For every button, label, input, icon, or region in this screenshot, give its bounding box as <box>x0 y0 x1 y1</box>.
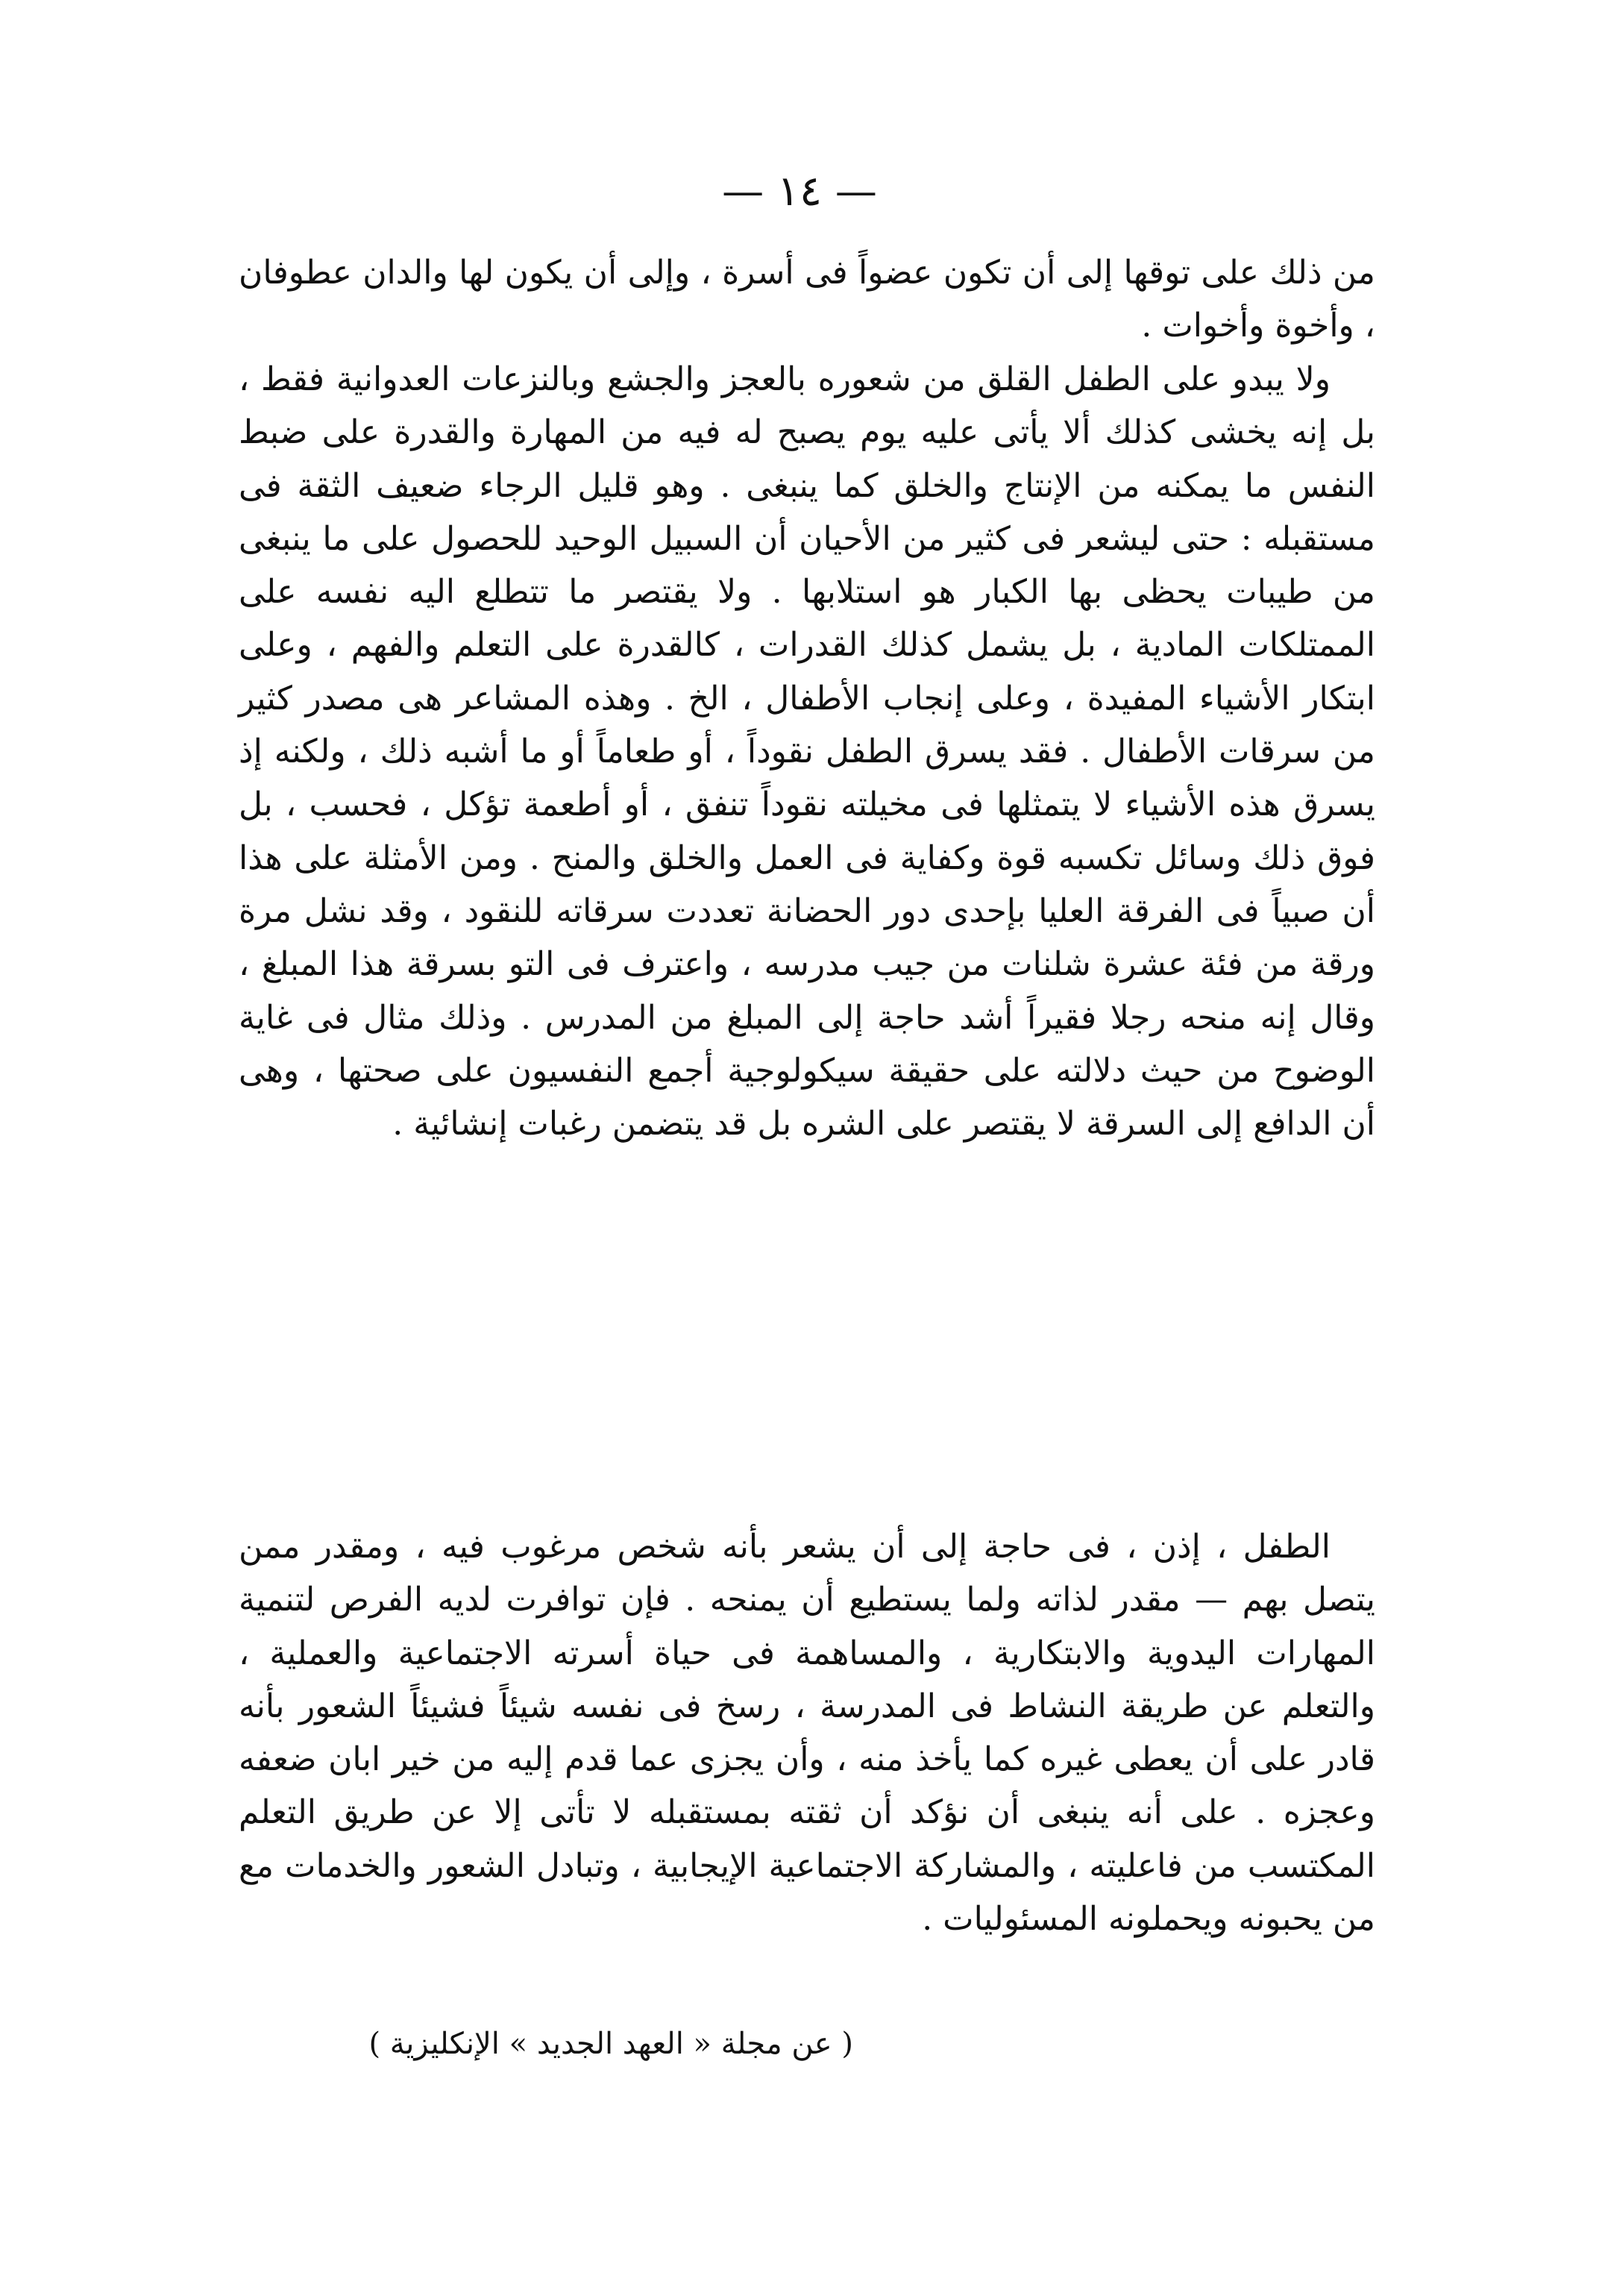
page-number: — ١٤ — <box>722 167 877 216</box>
paragraph-anxious-child: ولا يبدو على الطفل القلق من شعوره بالعجز والجشع وبالنزعات العدوانية فقط ، بل إنه يخشى كذلك ألا يأتى عليه يوم يصبح له فيه من المهارة والقدرة على ضبط النفس ما يمكنه من الإنتاج والخلق كما ينبغى . وهو قليل الرجاء ضعيف الثقة فى مستقبله : حتى ليشعر فى كثير من الأحيان أن السبيل الوحيد للحصول على ما ينبغى من طيبات يحظى بها الكبار هو استلابها . ولا يقتصر ما تتطلع اليه نفسه على الممتلكات المادية ، بل يشمل كذلك القدرات ، كالقدرة على التعلم والفهم ، وعلى ابتكار الأشياء المفيدة ، وعلى إنجاب الأطفال ، الخ . وهذه المشاعر هى مصدر كثير من سرقات الأطفال . فقد يسرق الطفل نقوداً ، أو طعاماً أو ما أشبه ذلك ، ولكنه إذ يسرق هذه الأشياء لا يتمثلها فى مخيلته نقوداً تنفق ، أو أطعمة تؤكل ، فحسب ، بل فوق ذلك وسائل تكسبه قوة وكفاية فى العمل والخلق والمنح . ومن الأمثلة على هذا أن صبياً فى الفرقة العليا بإحدى دور الحضانة تعددت سرقاته للنقود ، وقد نشل مرة ورقة من فئة عشرة شلنات من جيب مدرسه ، واعترف فى التو بسرقة هذا المبلغ ، وقال إنه منحه رجلا فقيراً أشد حاجة إلى المبلغ من المدرس . وذلك مثال فى غاية الوضوح من حيث دلالته على حقيقة سيكولوجية أجمع النفسيون على صحتها ، وهى أن الدافع إلى السرقة لا يقتصر على الشره بل قد يتضمن رغبات إنشائية . <box>239 360 1376 1144</box>
paragraph-continuation: من ذلك على توقها إلى أن تكون عضواً فى أسرة ، وإلى أن يكون لها والدان عطوفان ، وأخوة وأخوات . <box>239 254 1375 345</box>
paragraph-conclusion: الطفل ، إذن ، فى حاجة إلى أن يشعر بأنه شخص مرغوب فيه ، ومقدر ممن يتصل بهم — مقدر لذاته ولما يستطيع أن يمنحه . فإن توافرت لديه الفرص لتنمية المهارات اليدوية والابتكارية ، والمساهمة فى حياة أسرته الاجتماعية والعملية ، والتعلم عن طريقة النشاط فى المدرسة ، رسخ فى نفسه شيئاً فشيئاً الشعور بأنه قادر على أن يعطى غيره كما يأخذ منه ، وأن يجزى عما قدم إليه من خير ابان ضعفه وعجزه . على أنه ينبغى أن نؤكد أن ثقته بمستقبله لا تأتى إلا عن طريق التعلم المكتسب من فاعليته ، والمشاركة الاجتماعية الإيجابية ، وتبادل الشعور والخدمات مع من يحبونه ويحملونه المسئوليات . <box>239 1528 1375 1939</box>
source-citation: ( عن مجلة « العهد الجديد » الإنكليزية ) <box>368 2027 853 2061</box>
